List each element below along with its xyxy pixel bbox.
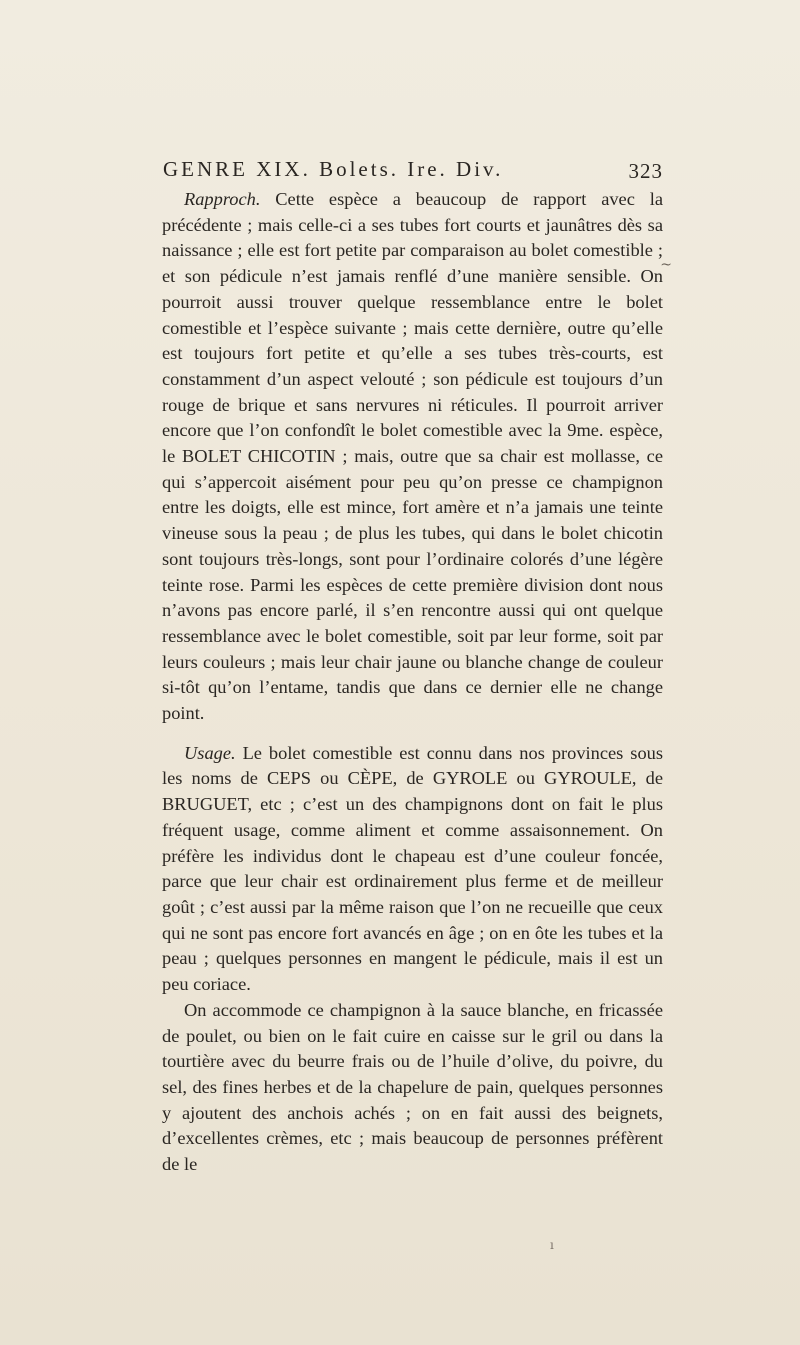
paragraph-body: Le bolet comestible est connu dans nos provinces sous les noms de CEPS ou CÈPE, de GYROLE ou GYROULE, de BRUGUET, etc ; c’est un des champignons dont on fait le plus fréquent usage, comme aliment et comme assaisonnement. On préfère les individus dont le chapeau est d’une couleur foncée, parce que leur chair est ordinairement plus ferme et de meilleur goût ; c’est aussi par la même raison que l’on ne recueille que ceux qui ne sont pas encore fort avancés en âge ; on en ôte les tubes et la peau ; quelques personnes en mangent le pédicule, mais il est un peu coriace. — [162, 742, 663, 995]
stray-mark: ı — [550, 1238, 554, 1252]
paragraph-body: Cette espèce a beaucoup de rapport avec la précédente ; mais celle-ci a ses tubes fort courts et jaunâtres dès sa naissance ; elle est fort petite par comparaison au bolet comestible ; et son pédicule n’est jamais renflé d’une manière sensible. On pourroit aussi trouver quelque ressemblance entre le bolet comestible et l’espèce suivante ; mais cette dernière, outre qu’elle est toujours fort petite et qu’elle a ses tubes très-courts, est constamment d’un aspect velouté ; son pédicule est toujours d’un rouge de brique et sans nervures ni réticules. Il pourroit arriver encore que l’on confondît le bolet comestible avec la 9me. espèce, le BOLET CHICOTIN ; mais, outre que sa chair est mollasse, ce qui s’appercoit aisément pour peu qu’on presse ce champignon entre les doigts, elle est mince, fort amère et n’a jamais une teinte vineuse sous la peau ; de plus les tubes, qui dans le bolet chicotin sont toujours très-longs, sont pour l’ordinaire colorés d’une légère teinte rose. Parmi les espèces de cette première division dont nous n’avons pas encore parlé, il s’en rencontre aussi qui ont quelque ressemblance avec le bolet comestible, soit par leur forme, soit par leurs couleurs ; mais leur chair jaune ou blanche change de couleur si-tôt qu’on l’entame, tandis que dans ce dernier elle ne change point. — [162, 189, 663, 724]
margin-mark: ~ — [660, 257, 672, 273]
running-header — [163, 157, 663, 187]
paragraph-rapprochement — [162, 187, 663, 727]
paragraph-preparation — [162, 998, 663, 1178]
paragraph-usage — [162, 741, 663, 998]
page-number: 323 — [628, 159, 663, 183]
running-title: GENRE XIX. Bolets. Ire. Div. — [163, 157, 504, 181]
body-text — [162, 187, 663, 1178]
paragraph-body: On accommode ce champignon à la sauce blanche, en fricassée de poulet, ou bien on le fait cuire en caisse sur le gril ou dans la tourtière avec du beurre frais ou de l’huile d’olive, du poivre, du sel, des fines herbes et de la chapelure de pain, quelques personnes y ajoutent des anchois achés ; on en fait aussi des beignets, d’excellentes crèmes, etc ; mais beaucoup de personnes préfèrent de le — [162, 999, 663, 1175]
paragraph-lead: Usage. — [184, 742, 236, 763]
paragraph-lead: Rapproch. — [184, 189, 261, 209]
